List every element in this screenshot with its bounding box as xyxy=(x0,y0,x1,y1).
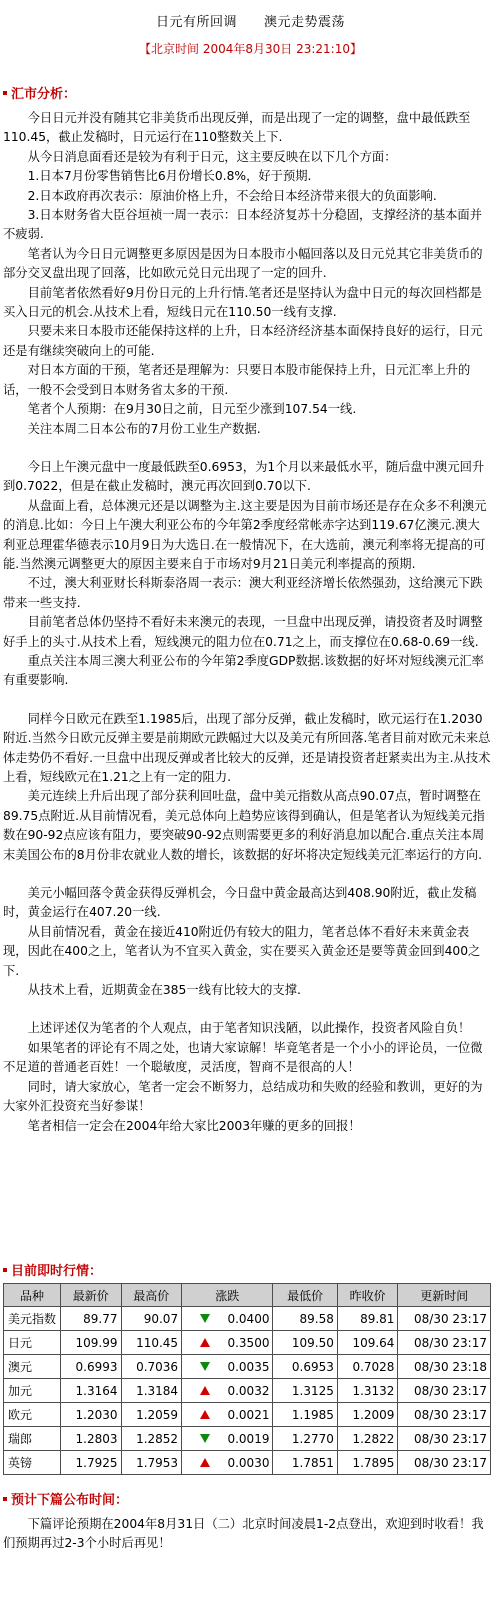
next-heading xyxy=(3,1493,128,1509)
up-arrow-icon xyxy=(200,1458,210,1467)
prev-close: 0.7028 xyxy=(352,1359,395,1374)
analysis-article xyxy=(3,109,491,1136)
instrument-name: 英镑 xyxy=(8,1456,33,1470)
instrument-name-cell xyxy=(4,1331,60,1354)
instrument-name-cell xyxy=(4,1355,60,1378)
next-heading-label: 预计下篇公布时间： xyxy=(11,1493,129,1508)
low-price: 109.50 xyxy=(291,1335,334,1350)
change-value-cell xyxy=(182,1331,272,1354)
article-paragraph: 目前笔者依然看好9月份日元的上升行情.笔者还是坚持认为盘中日元的每次回档都是买入日元的机会.从技术上看，短线日元在110.50一线有支撑. xyxy=(3,285,483,320)
high-price: 1.7953 xyxy=(136,1455,179,1470)
quotes-table-wrap xyxy=(0,1283,491,1475)
down-arrow-icon xyxy=(200,1362,210,1371)
update-time: 08/30 23:17 xyxy=(414,1335,487,1350)
prev-close-cell xyxy=(338,1427,398,1450)
article-paragraph: 从目前情况看，黄金在接近410附近仍有较大的阻力，笔者总体不看好未来黄金表现，因此在400之上，笔者认为不宜买入黄金，实在要买入黄金还是要等黄金回到400之下. xyxy=(3,924,481,978)
low-price: 1.1985 xyxy=(291,1407,334,1422)
instrument-name-cell xyxy=(4,1307,60,1330)
high-price: 1.2852 xyxy=(136,1431,179,1446)
last-price: 109.99 xyxy=(75,1335,118,1350)
article-paragraph: 今日日元并没有随其它非美货币出现反弹，而是出现了一定的调整，盘中最低跌至110.45，截止发稿时，日元运行在110整数关上下. xyxy=(3,111,471,145)
paragraph-gap xyxy=(3,439,491,458)
change-value-cell xyxy=(182,1427,272,1450)
low-price: 0.6953 xyxy=(291,1359,334,1374)
last-price: 1.3164 xyxy=(75,1383,118,1398)
low-price: 89.58 xyxy=(299,1311,334,1326)
instrument-name: 加元 xyxy=(8,1384,33,1398)
quotes-heading xyxy=(3,1264,102,1280)
prev-close: 1.2009 xyxy=(352,1407,395,1422)
column-header: 昨收价 xyxy=(338,1284,398,1306)
change-value: 0.0400 xyxy=(227,1311,270,1326)
column-header: 更新时间 xyxy=(398,1284,490,1306)
last-price-cell xyxy=(61,1379,121,1402)
high-price-cell xyxy=(122,1427,182,1450)
table-row xyxy=(4,1403,490,1426)
update-time-cell xyxy=(398,1307,490,1330)
last-price: 0.6993 xyxy=(75,1359,118,1374)
table-header-row xyxy=(4,1284,490,1306)
change-value-cell xyxy=(182,1403,272,1426)
last-price-cell xyxy=(61,1307,121,1330)
up-arrow-icon xyxy=(200,1386,210,1395)
prev-close-cell xyxy=(338,1355,398,1378)
column-header: 品种 xyxy=(4,1284,60,1306)
update-time: 08/30 23:17 xyxy=(414,1407,487,1422)
high-price-cell xyxy=(122,1379,182,1402)
paragraph-gap xyxy=(3,691,491,710)
update-time: 08/30 23:17 xyxy=(414,1383,487,1398)
instrument-name: 瑞郎 xyxy=(8,1432,33,1446)
update-time-cell xyxy=(398,1331,490,1354)
last-price: 1.2803 xyxy=(75,1431,118,1446)
table-row xyxy=(4,1307,490,1330)
page-title: 日元有所回调 澳元走势震荡 xyxy=(155,15,345,30)
low-price-cell xyxy=(273,1451,336,1474)
last-price-cell xyxy=(61,1451,121,1474)
article-paragraph: 从技术上看，近期黄金在385一线有比较大的支撑. xyxy=(27,983,301,998)
update-time: 08/30 23:18 xyxy=(414,1359,487,1374)
table-row xyxy=(4,1331,490,1354)
change-value: 0.0021 xyxy=(227,1407,270,1422)
change-value: 0.0035 xyxy=(227,1359,270,1374)
column-header: 最新价 xyxy=(61,1284,121,1306)
instrument-name-cell xyxy=(4,1451,60,1474)
low-price-cell xyxy=(273,1403,336,1426)
article-paragraph: 笔者认为今日日元调整更多原因是因为日本股市小幅回落以及日元兑其它非美货币的部分交叉盘出现了回落，比如欧元兑日元出现了一定的回升. xyxy=(3,246,483,281)
table-row xyxy=(4,1379,490,1402)
prev-close-cell xyxy=(338,1403,398,1426)
article-paragraph: 美元连续上升后出现了部分获利回吐盘，盘中美元指数从高点90.07点，暂时调整在89.75点附近.从目前情况看，美元总体向上趋势应该得到确认，但是笔者认为短线美元指数在90-92点应该有阻力，要突破90-92点则需要更多的利好消息加以配合.重点关注本周末美国公布的8月份非农就业人数的增长，该数据的好坏将决定短线美元汇率运行的方向. xyxy=(3,789,485,862)
down-arrow-icon xyxy=(200,1434,210,1443)
update-time-cell xyxy=(398,1403,490,1426)
article-paragraph: 1.日本7月份零售销售比6月份增长0.8%，好于预期. xyxy=(27,169,312,184)
high-price-cell xyxy=(122,1307,182,1330)
low-price: 1.7851 xyxy=(291,1455,334,1470)
article-paragraph: 笔者个人预期：在9月30日之前，日元至少涨到107.54一线. xyxy=(27,402,357,417)
prev-close-cell xyxy=(338,1451,398,1474)
down-arrow-icon xyxy=(200,1314,210,1323)
article-paragraph: 2.日本政府再次表示：原油价格上升，不会给日本经济带来很大的负面影响. xyxy=(27,188,437,203)
timestamp: 【北京时间 2004年8月30日 23:21:10】 xyxy=(139,42,362,56)
change-value: 0.0030 xyxy=(227,1455,270,1470)
article-paragraph: 笔者相信一定会在2004年给大家比2003年赚的更多的回报！ xyxy=(27,1118,361,1133)
column-header: 涨跌 xyxy=(182,1284,272,1306)
bullet-icon xyxy=(3,91,7,95)
article-paragraph: 从盘面上看，总体澳元还是以调整为主.这主要是因为目前市场还是存在众多不利澳元的消息.比如：今日上午澳大利亚公布的今年第2季度经常帐赤字达到119.67亿澳元.澳大利亚总理霍华德表示10月9日为大选日.在一般情况下，在大选前，澳元利率将无提高的可能.当然澳元调整更大的原因主要来自于市场对9月21日美元利率提高的预期. xyxy=(3,498,487,571)
high-price-cell xyxy=(122,1331,182,1354)
article-paragraph: 目前笔者总体仍坚持不看好未来澳元的表现，一旦盘中出现反弹，请投资者及时调整好手上的头寸.从技术上看，短线澳元的阻力位在0.71之上，而支撑位在0.68-0.69一线. xyxy=(3,615,483,649)
instrument-name: 日元 xyxy=(8,1336,33,1350)
quotes-heading-label: 目前即时行情： xyxy=(11,1264,103,1279)
article-paragraph: 只要未来日本股市还能保持这样的上升，日本经济经济基本面保持良好的运行，日元还是有继续突破向上的可能. xyxy=(3,324,483,358)
low-price-cell xyxy=(273,1355,336,1378)
last-price: 1.7925 xyxy=(75,1455,118,1470)
column-header: 最高价 xyxy=(122,1284,182,1306)
article-paragraph: 今日上午澳元盘中一度最低跌至0.6953，为1个月以来最低水平，随后盘中澳元回升到0.7022，但是在截止发稿时，澳元再次回到0.70以下. xyxy=(3,459,485,494)
paragraph-gap xyxy=(3,865,491,884)
article-paragraph: 3.日本财务省大臣谷垣祯一周一表示：日本经济复苏十分稳固，支撑经济的基本面并不疲弱. xyxy=(3,208,483,242)
paragraph-gap xyxy=(3,1000,491,1019)
prev-close: 1.2822 xyxy=(352,1431,395,1446)
high-price-cell xyxy=(122,1403,182,1426)
low-price-cell xyxy=(273,1331,336,1354)
table-row xyxy=(4,1355,490,1378)
change-value-cell xyxy=(182,1379,272,1402)
update-time-cell xyxy=(398,1355,490,1378)
last-price-cell xyxy=(61,1331,121,1354)
change-value: 0.0032 xyxy=(227,1383,270,1398)
article-paragraph: 关注本周二日本公布的7月份工业生产数据. xyxy=(27,421,261,436)
update-time: 08/30 23:17 xyxy=(414,1311,487,1326)
instrument-name-cell xyxy=(4,1427,60,1450)
instrument-name: 美元指数 xyxy=(8,1312,57,1326)
low-price-cell xyxy=(273,1427,336,1450)
high-price: 1.2059 xyxy=(136,1407,179,1422)
header xyxy=(0,0,501,57)
bullet-icon xyxy=(3,1497,7,1501)
article-paragraph: 美元小幅回落令黄金获得反弹机会，今日盘中黄金最高达到408.90附近，截止发稿时，黄金运行在407.20一线. xyxy=(3,886,477,920)
high-price: 0.7036 xyxy=(136,1359,179,1374)
article-paragraph: 同样今日欧元在跌至1.1985后，出现了部分反弹，截止发稿时，欧元运行在1.2030附近.当然今日欧元反弹主要是前期欧元跌幅过大以及美元有所回落.笔者目前对欧元未来总体走势仍不看好.一旦盘中出现反弹或者比较大的反弹，还是请投资者赶紧卖出为主.从技术上看，短线欧元在1.21之上有一定的阻力. xyxy=(3,711,491,784)
high-price-cell xyxy=(122,1355,182,1378)
instrument-name: 澳元 xyxy=(8,1360,33,1374)
prev-close: 1.7895 xyxy=(352,1455,395,1470)
high-price: 110.45 xyxy=(136,1335,179,1350)
article-paragraph: 同时，请大家放心，笔者一定会不断努力，总结成功和失败的经验和教训，更好的为大家外汇投资充当好参谋！ xyxy=(3,1079,483,1114)
change-value-cell xyxy=(182,1355,272,1378)
instrument-name-cell xyxy=(4,1403,60,1426)
last-price-cell xyxy=(61,1427,121,1450)
table-row xyxy=(4,1427,490,1450)
prev-close: 89.81 xyxy=(360,1311,395,1326)
update-time-cell xyxy=(398,1427,490,1450)
high-price: 90.07 xyxy=(143,1311,179,1326)
analysis-heading xyxy=(3,87,501,103)
up-arrow-icon xyxy=(200,1338,210,1347)
last-price: 1.2030 xyxy=(75,1407,118,1422)
last-price-cell xyxy=(61,1355,121,1378)
analysis-heading-label: 汇市分析： xyxy=(11,87,77,102)
low-price: 1.2770 xyxy=(291,1431,334,1446)
low-price: 1.3125 xyxy=(291,1383,334,1398)
low-price-cell xyxy=(273,1307,336,1330)
article-paragraph: 上述评述仅为笔者的个人观点，由于笔者知识浅陋，以此操作，投资者风险自负！ xyxy=(27,1021,471,1036)
change-value-cell xyxy=(182,1451,272,1474)
last-price: 89.77 xyxy=(83,1311,118,1326)
prev-close-cell xyxy=(338,1307,398,1330)
article-paragraph: 重点关注本周三澳大利亚公布的今年第2季度GDP数据.该数据的好坏对短线澳元汇率有重要影响. xyxy=(3,653,484,688)
update-time: 08/30 23:17 xyxy=(414,1455,487,1470)
low-price-cell xyxy=(273,1379,336,1402)
instrument-name-cell xyxy=(4,1379,60,1402)
prev-close-cell xyxy=(338,1379,398,1402)
article-paragraph: 不过，澳大利亚财长科斯泰洛周一表示：澳大利亚经济增长依然强劲，这给澳元下跌带来一些支持. xyxy=(3,576,483,610)
article-paragraph: 对日本方面的干预，笔者还是理解为：只要日本股市能保持上升，日元汇率上升的话，一般不会受到日本财务省太多的干预. xyxy=(3,363,471,397)
high-price-cell xyxy=(122,1451,182,1474)
next-publish-text: 下篇评论预期在2004年8月31日（二）北京时间凌晨1-2点登出，欢迎到时收看！我们预期再过2-3个小时后再见！ xyxy=(3,1517,484,1551)
up-arrow-icon xyxy=(200,1410,210,1419)
prev-close: 1.3132 xyxy=(352,1383,395,1398)
column-header: 最低价 xyxy=(273,1284,336,1306)
quotes-table xyxy=(3,1283,491,1475)
change-value: 0.3500 xyxy=(227,1335,270,1350)
last-price-cell xyxy=(61,1403,121,1426)
prev-close: 109.64 xyxy=(352,1335,395,1350)
update-time-cell xyxy=(398,1379,490,1402)
update-time-cell xyxy=(398,1451,490,1474)
high-price: 1.3184 xyxy=(136,1383,179,1398)
article-paragraph: 如果笔者的评论有不周之处，也请大家谅解！毕竟笔者是一个小小的评论员，一位微不足道的普通老百姓！一个聪敏度，灵活度，智商不是很高的人！ xyxy=(3,1040,483,1075)
change-value-cell xyxy=(182,1307,272,1330)
bullet-icon xyxy=(3,1268,7,1272)
article-paragraph: 从今日消息面看还是较为有利于日元，这主要反映在以下几个方面： xyxy=(27,149,397,164)
table-row xyxy=(4,1451,490,1474)
prev-close-cell xyxy=(338,1331,398,1354)
change-value: 0.0019 xyxy=(227,1431,270,1446)
instrument-name: 欧元 xyxy=(8,1408,33,1422)
update-time: 08/30 23:17 xyxy=(414,1431,487,1446)
